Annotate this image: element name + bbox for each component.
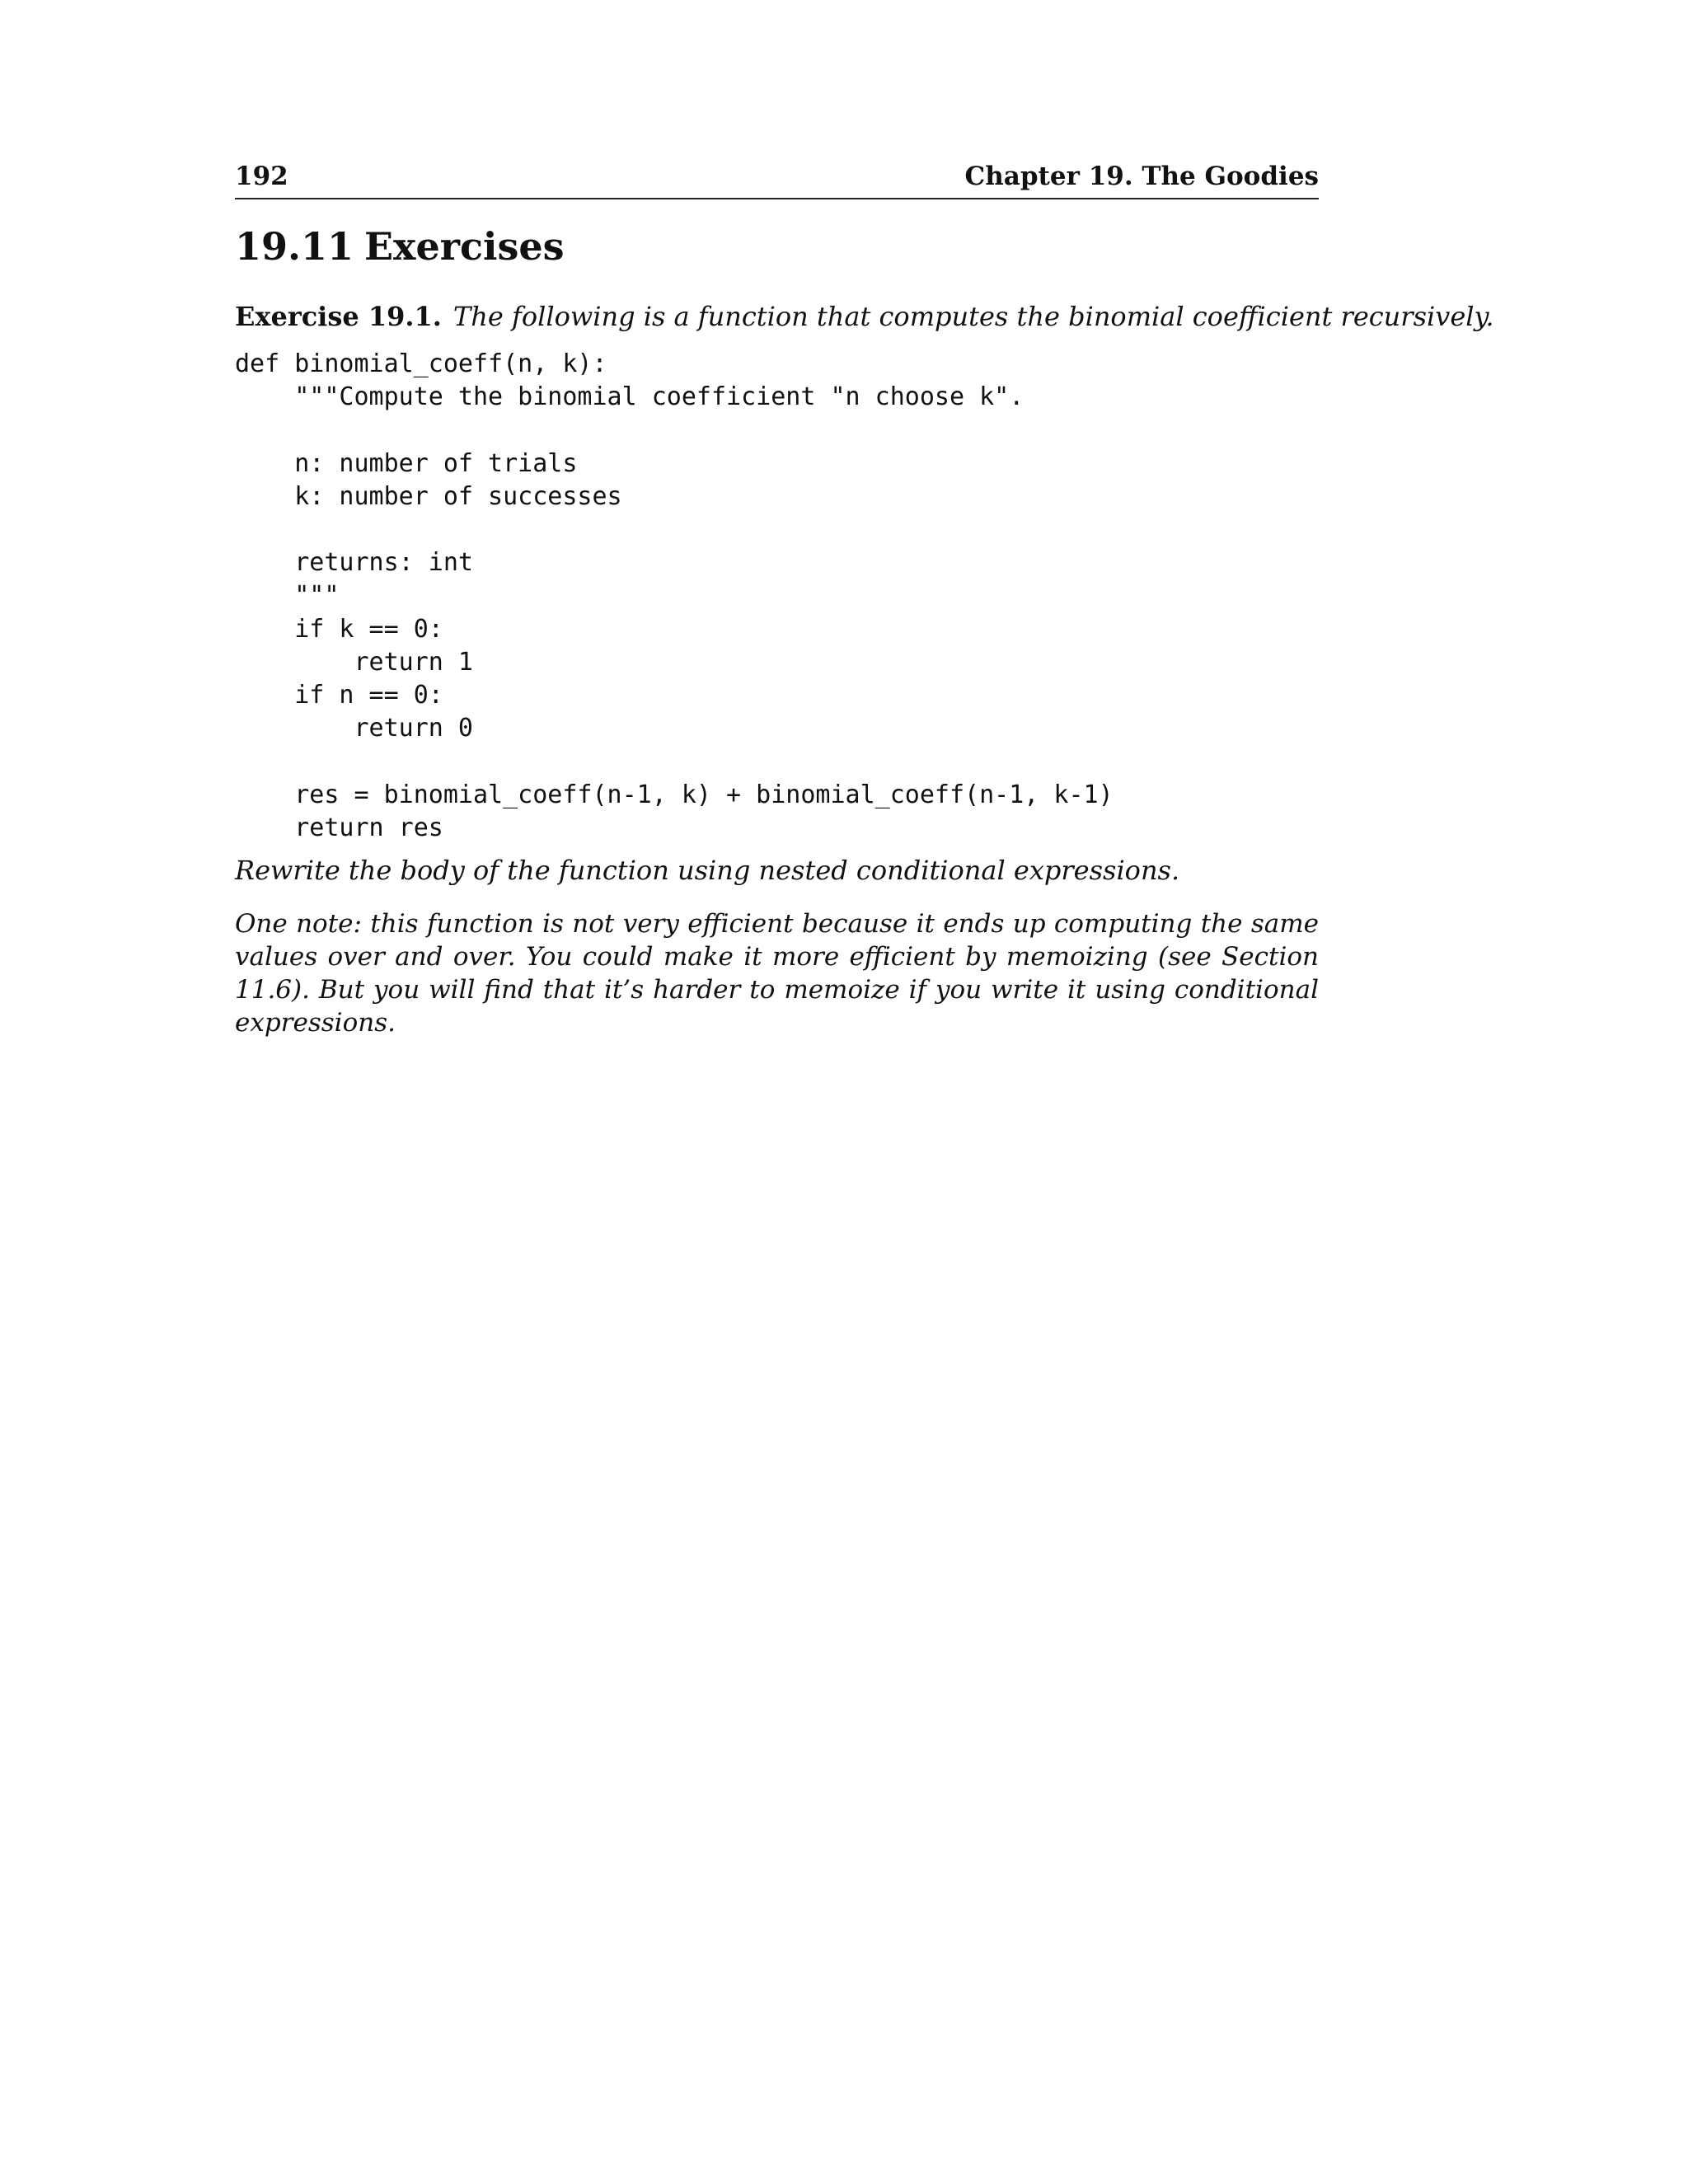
note-paragraph: One note: this function is not very efficient because it ends up computing the same values over and over. You could make it more efficient by memoizing (see Section 11.6). But you will find that it’s harder to memoize if you write it using conditional expressions.: [235, 909, 1319, 1038]
code-line: return 1: [235, 647, 473, 677]
running-header: [235, 162, 1319, 199]
code-line: [235, 414, 1114, 447]
exercise-description: The following is a function that computes the binomial coefficient recursively.: [452, 301, 1494, 332]
exercise-label: Exercise 19.1.: [235, 301, 442, 332]
code-line: res = binomial_coeff(n-1, k) + binomial_coeff(n-1, k-1): [235, 780, 1114, 809]
code-line: k: number of successes: [235, 481, 622, 511]
code-line: if k == 0:: [235, 614, 443, 644]
section-number: 19.11: [235, 224, 354, 269]
code-line: """Compute the binomial coefficient "n choose k".: [235, 382, 1025, 412]
chapter-title: Chapter 19. The Goodies: [964, 162, 1319, 191]
code-line: if n == 0:: [235, 681, 443, 710]
code-line: return 0: [235, 714, 473, 743]
rewrite-instruction: Rewrite the body of the function using nested conditional expressions.: [235, 855, 1180, 886]
code-line: def binomial_coeff(n, k):: [235, 349, 607, 378]
section-title: Exercises: [364, 224, 565, 269]
code-block: [235, 348, 1114, 845]
code-line: """: [235, 581, 340, 611]
section-heading: [235, 224, 565, 269]
code-line: returns: int: [235, 548, 473, 578]
exercise-intro: [235, 300, 1494, 333]
code-line: return res: [235, 813, 443, 842]
code-line: [235, 745, 1114, 778]
code-line: n: number of trials: [235, 448, 578, 478]
code-line: [235, 513, 1114, 546]
page-number: 192: [235, 162, 288, 191]
